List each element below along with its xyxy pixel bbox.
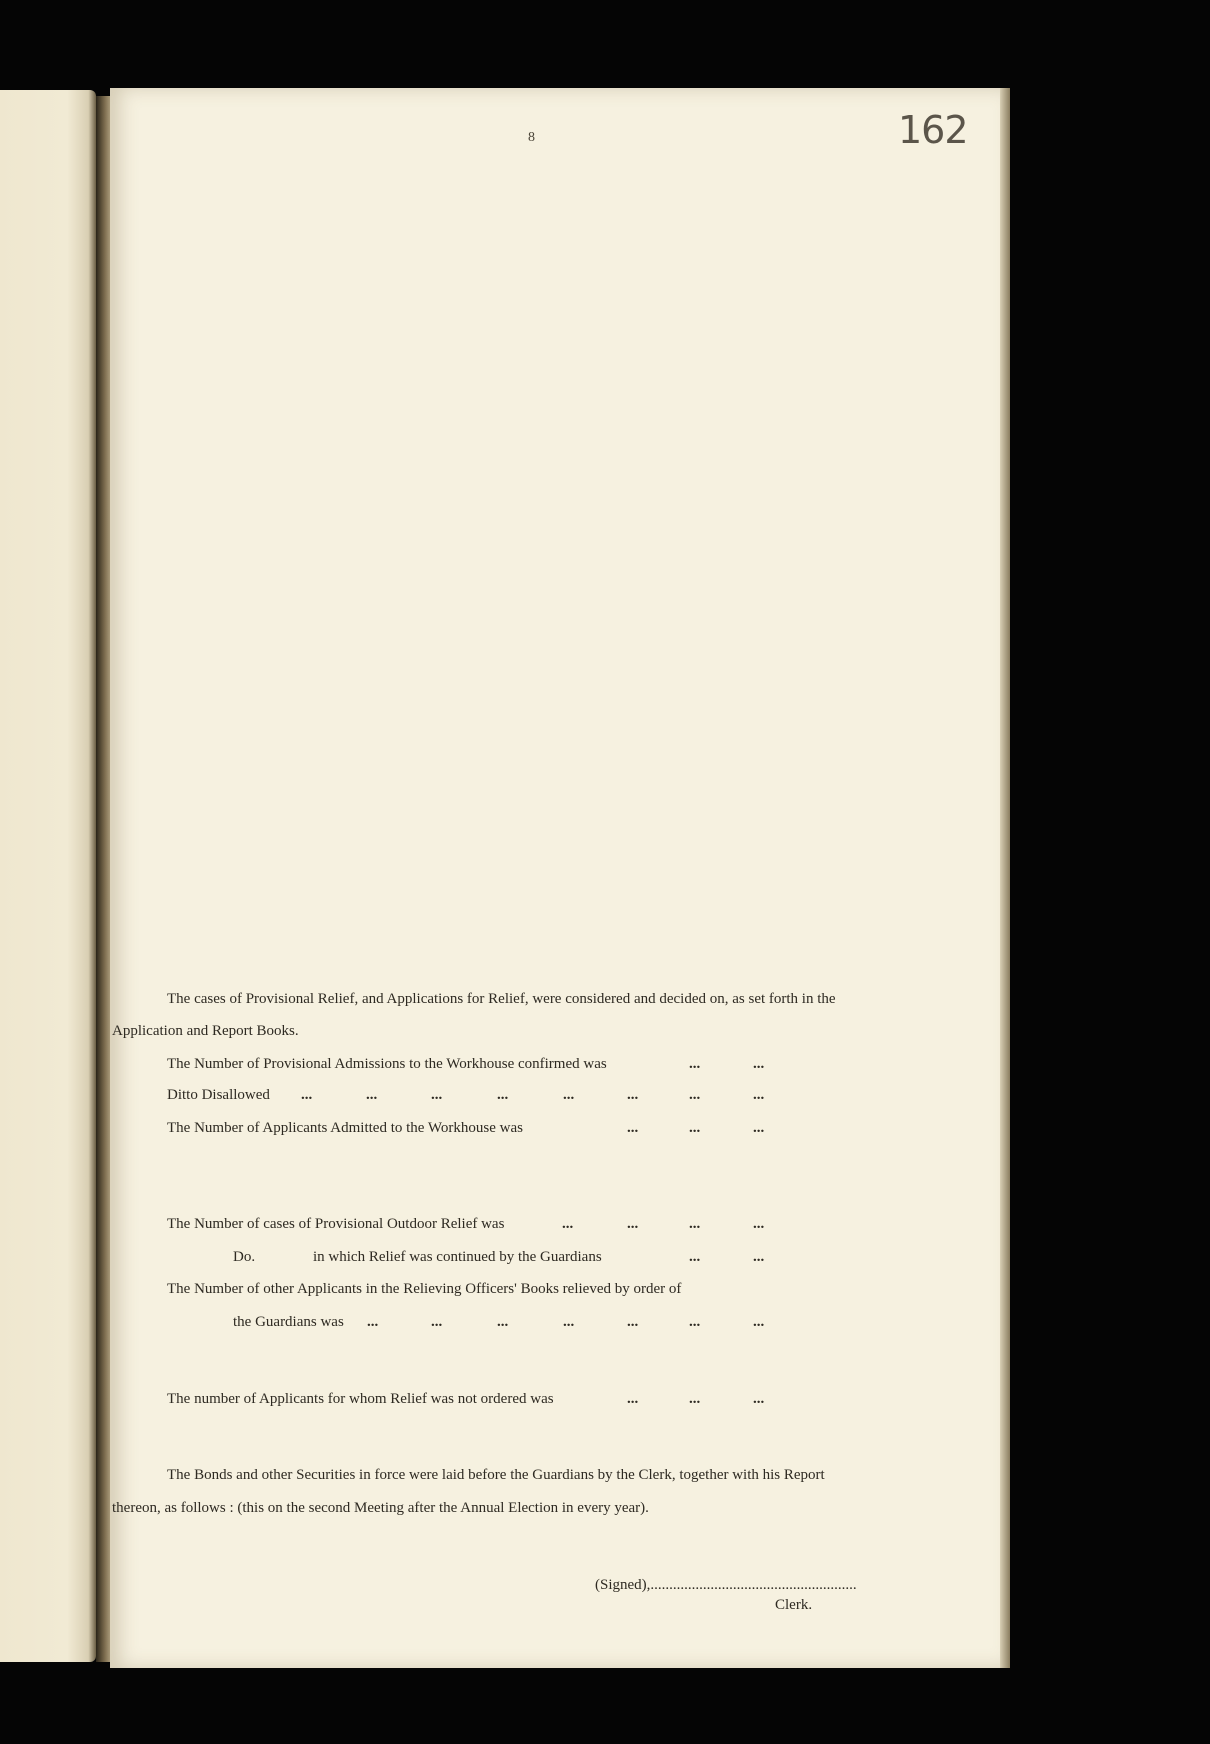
leader-dots: ... bbox=[753, 1120, 765, 1136]
leader-dots: ... bbox=[753, 1087, 765, 1103]
folio-number: 162 bbox=[898, 108, 968, 152]
bonds-line-1 bbox=[167, 1467, 952, 1484]
other-applicants-line-2: the Guardians was bbox=[233, 1314, 344, 1330]
document-page bbox=[110, 88, 1002, 1668]
leader-dots: ... bbox=[753, 1249, 765, 1265]
leader-dots: ... bbox=[366, 1087, 378, 1103]
leader-dots: ... bbox=[753, 1056, 765, 1072]
leader-dots: ... bbox=[301, 1087, 313, 1103]
leader-dots: ... bbox=[563, 1314, 575, 1330]
bonds-line-2: thereon, as follows : (this on the second Meeting after the Annual Election in every year). bbox=[112, 1500, 649, 1516]
page-edge bbox=[1000, 88, 1010, 1668]
do-label: Do. bbox=[233, 1249, 256, 1265]
leader-dots: ... bbox=[627, 1216, 639, 1232]
leader-dots: ... bbox=[753, 1391, 765, 1407]
leader-dots: ... bbox=[367, 1314, 379, 1330]
leader-dots: ... bbox=[563, 1087, 575, 1103]
leader-dots: ... bbox=[689, 1249, 701, 1265]
intro-line-1 bbox=[167, 991, 952, 1008]
leader-dots: ... bbox=[562, 1216, 574, 1232]
leader-dots: ... bbox=[497, 1314, 509, 1330]
intro-line-2: Application and Report Books. bbox=[112, 1023, 299, 1039]
leader-dots: ... bbox=[627, 1391, 639, 1407]
leader-dots: ... bbox=[497, 1087, 509, 1103]
leader-dots: ... bbox=[753, 1216, 765, 1232]
other-applicants-text-1: The Number of other Applicants in the Relieving Officers' Books relieved by order of bbox=[167, 1281, 682, 1297]
clerk-label: Clerk. bbox=[775, 1597, 813, 1613]
leader-dots: ... bbox=[627, 1314, 639, 1330]
leader-dots: ... bbox=[753, 1314, 765, 1330]
leader-dots: ... bbox=[627, 1120, 639, 1136]
bonds-text-1: The Bonds and other Securities in force were laid before the Guardians by the Clerk, together with his Report bbox=[167, 1467, 825, 1483]
leader-dots: ... bbox=[431, 1314, 443, 1330]
do-continued-line: in which Relief was continued by the Guardians bbox=[313, 1249, 602, 1265]
leader-dots: ... bbox=[689, 1056, 701, 1072]
leader-dots: ... bbox=[689, 1120, 701, 1136]
leader-dots: ... bbox=[431, 1087, 443, 1103]
signature-line: (Signed),....................................................... bbox=[595, 1577, 857, 1593]
leader-dots: ... bbox=[689, 1314, 701, 1330]
leader-dots: ... bbox=[689, 1216, 701, 1232]
applicants-admitted-line: The Number of Applicants Admitted to the Workhouse was bbox=[167, 1120, 523, 1136]
not-ordered-line: The number of Applicants for whom Relief was not ordered was bbox=[167, 1391, 554, 1407]
admissions-confirmed-line: The Number of Provisional Admissions to the Workhouse confirmed was bbox=[167, 1056, 607, 1072]
page-number: 8 bbox=[528, 130, 535, 145]
leader-dots: ... bbox=[689, 1087, 701, 1103]
leader-dots: ... bbox=[627, 1087, 639, 1103]
intro-text-1: The cases of Provisional Relief, and Applications for Relief, were considered and decided on, as set forth in the bbox=[167, 991, 836, 1007]
facing-page-edge bbox=[0, 90, 96, 1662]
outdoor-relief-line: The Number of cases of Provisional Outdoor Relief was bbox=[167, 1216, 505, 1232]
other-applicants-line-1 bbox=[167, 1281, 772, 1298]
leader-dots: ... bbox=[689, 1391, 701, 1407]
ditto-disallowed-line: Ditto Disallowed bbox=[167, 1087, 270, 1103]
